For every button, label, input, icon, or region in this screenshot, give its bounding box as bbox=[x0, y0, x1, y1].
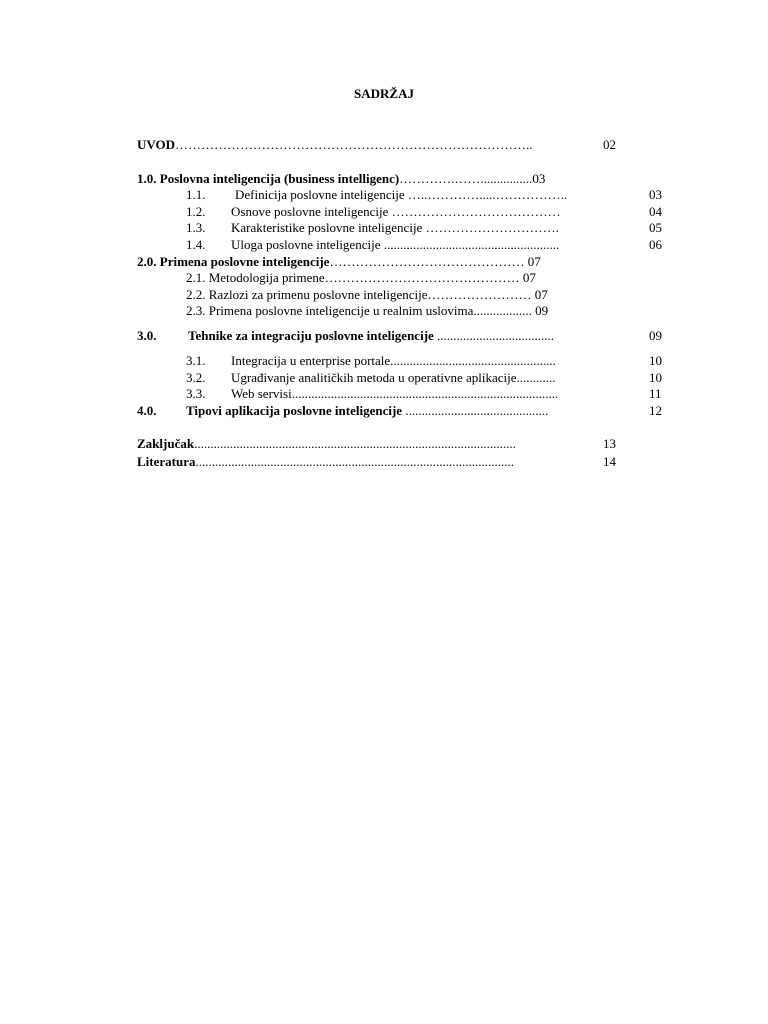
toc-leader-dots: .................................................................................. bbox=[291, 386, 559, 401]
page-title: SADRŽAJ bbox=[354, 86, 414, 101]
toc-leader-dots: ............ bbox=[516, 370, 556, 385]
toc-entry-1-2-text bbox=[231, 204, 561, 220]
toc-number: 1.3. bbox=[186, 220, 206, 235]
toc-label: Tehnike za integraciju poslovne inteligencije bbox=[188, 328, 434, 343]
toc-label: UVOD bbox=[137, 137, 176, 152]
toc-entry-1-3 bbox=[186, 220, 206, 236]
toc-leader-dots: …………………………. bbox=[425, 220, 559, 235]
toc-number: 1.4. bbox=[186, 237, 206, 252]
toc-page-number: 02 bbox=[603, 137, 616, 152]
toc-entry-3-2 bbox=[186, 370, 206, 386]
toc-page-number: 05 bbox=[649, 220, 662, 235]
toc-entry-section-4 bbox=[137, 403, 157, 419]
toc-page-number: 07 bbox=[522, 270, 536, 285]
toc-label: Karakteristike poslovne inteligencije bbox=[231, 220, 423, 235]
toc-entry-section-3-text bbox=[188, 328, 554, 344]
toc-label: Web servisi bbox=[231, 386, 292, 401]
toc-number: 1.1. bbox=[186, 187, 206, 202]
toc-label: 2.2. Razlozi za primenu poslovne inteligencije bbox=[186, 287, 428, 302]
toc-page-number: 11 bbox=[649, 386, 662, 401]
toc-entry-3-1-text bbox=[231, 353, 556, 369]
toc-leader-dots: ................................................... bbox=[390, 353, 556, 368]
toc-entry-literatura bbox=[137, 454, 514, 470]
toc-label: 1.0. Poslovna inteligencija (business intelligenc) bbox=[137, 171, 400, 186]
toc-label: Tipovi aplikacija poslovne inteligencije bbox=[186, 403, 403, 418]
toc-leader-dots: ...................................................... bbox=[383, 237, 560, 252]
toc-entry-1-2 bbox=[186, 204, 206, 220]
toc-page-number: 07 bbox=[534, 287, 548, 302]
toc-entry-section-3 bbox=[137, 328, 157, 344]
toc-entry-section-1 bbox=[137, 171, 545, 187]
toc-entry-section-4-text bbox=[186, 403, 548, 419]
toc-label: Definicija poslovne inteligencije bbox=[235, 187, 405, 202]
toc-page-number: 13 bbox=[603, 436, 616, 451]
toc-page-number: 04 bbox=[649, 204, 662, 219]
toc-entry-2-1 bbox=[186, 270, 536, 286]
toc-leader-dots: ……………………………………………………………………….. bbox=[175, 137, 533, 152]
toc-leader-dots: …………………… bbox=[427, 287, 532, 302]
toc-number: 3.1. bbox=[186, 353, 206, 368]
toc-entry-3-3 bbox=[186, 386, 206, 402]
toc-page-number: 03 bbox=[649, 187, 662, 202]
toc-leader-dots: ………….……................ bbox=[399, 171, 533, 186]
toc-entry-3-2-text bbox=[231, 370, 556, 386]
toc-entry-1-1 bbox=[186, 187, 206, 203]
toc-entry-1-4 bbox=[186, 237, 206, 253]
toc-entry-uvod bbox=[137, 137, 533, 153]
toc-number: 1.2. bbox=[186, 204, 206, 219]
toc-leader-dots: .................................................................................................. bbox=[195, 454, 514, 469]
toc-label: Ugrađivanje analitičkih metoda u operativne aplikacije bbox=[231, 370, 517, 385]
toc-number: 3.0. bbox=[137, 328, 157, 343]
toc-entry-1-1-text bbox=[235, 187, 567, 203]
toc-label: Literatura bbox=[137, 454, 196, 469]
toc-leader-dots: ………………………………… bbox=[391, 204, 561, 219]
toc-page-number: 14 bbox=[603, 454, 616, 469]
toc-label: 2.0. Primena poslovne inteligencije bbox=[137, 254, 330, 269]
toc-leader-dots: .................. bbox=[473, 303, 532, 318]
toc-page-number: 12 bbox=[649, 403, 662, 418]
toc-leader-dots: ……………………………………… bbox=[324, 270, 520, 285]
toc-label: Integracija u enterprise portale bbox=[231, 353, 391, 368]
toc-entry-1-4-text bbox=[231, 237, 559, 253]
toc-leader-dots: ............................................ bbox=[405, 403, 549, 418]
toc-entry-3-3-text bbox=[231, 386, 558, 402]
toc-page-number: 06 bbox=[649, 237, 662, 252]
toc-label: Zaključak bbox=[137, 436, 195, 451]
toc-label: 2.3. Primena poslovne inteligencije u realnim uslovima bbox=[186, 303, 474, 318]
toc-page-number: 09 bbox=[649, 328, 662, 343]
toc-entry-2-3 bbox=[186, 303, 548, 319]
toc-leader-dots: …..………….....…………….. bbox=[407, 187, 568, 202]
toc-entry-3-1 bbox=[186, 353, 206, 369]
toc-leader-dots: ................................................................................................... bbox=[194, 436, 516, 451]
toc-page-number: 03 bbox=[532, 171, 546, 186]
toc-leader-dots: .................................... bbox=[437, 328, 555, 343]
toc-label: Osnove poslovne inteligencije bbox=[231, 204, 389, 219]
toc-entry-zakljucak bbox=[137, 436, 516, 452]
toc-entry-2-2 bbox=[186, 287, 548, 303]
toc-page-number: 10 bbox=[649, 353, 662, 368]
toc-number: 3.2. bbox=[186, 370, 206, 385]
toc-label: Uloga poslovne inteligencije bbox=[231, 237, 381, 252]
toc-number: 4.0. bbox=[137, 403, 157, 418]
toc-number: 3.3. bbox=[186, 386, 206, 401]
toc-leader-dots: ……………………………………… bbox=[329, 254, 525, 269]
toc-entry-1-3-text bbox=[231, 220, 559, 236]
toc-entry-section-2 bbox=[137, 254, 541, 270]
toc-page-number: 07 bbox=[527, 254, 541, 269]
toc-label: 2.1. Metodologija primene bbox=[186, 270, 325, 285]
toc-page-number: 09 bbox=[535, 303, 549, 318]
toc-page-number: 10 bbox=[649, 370, 662, 385]
